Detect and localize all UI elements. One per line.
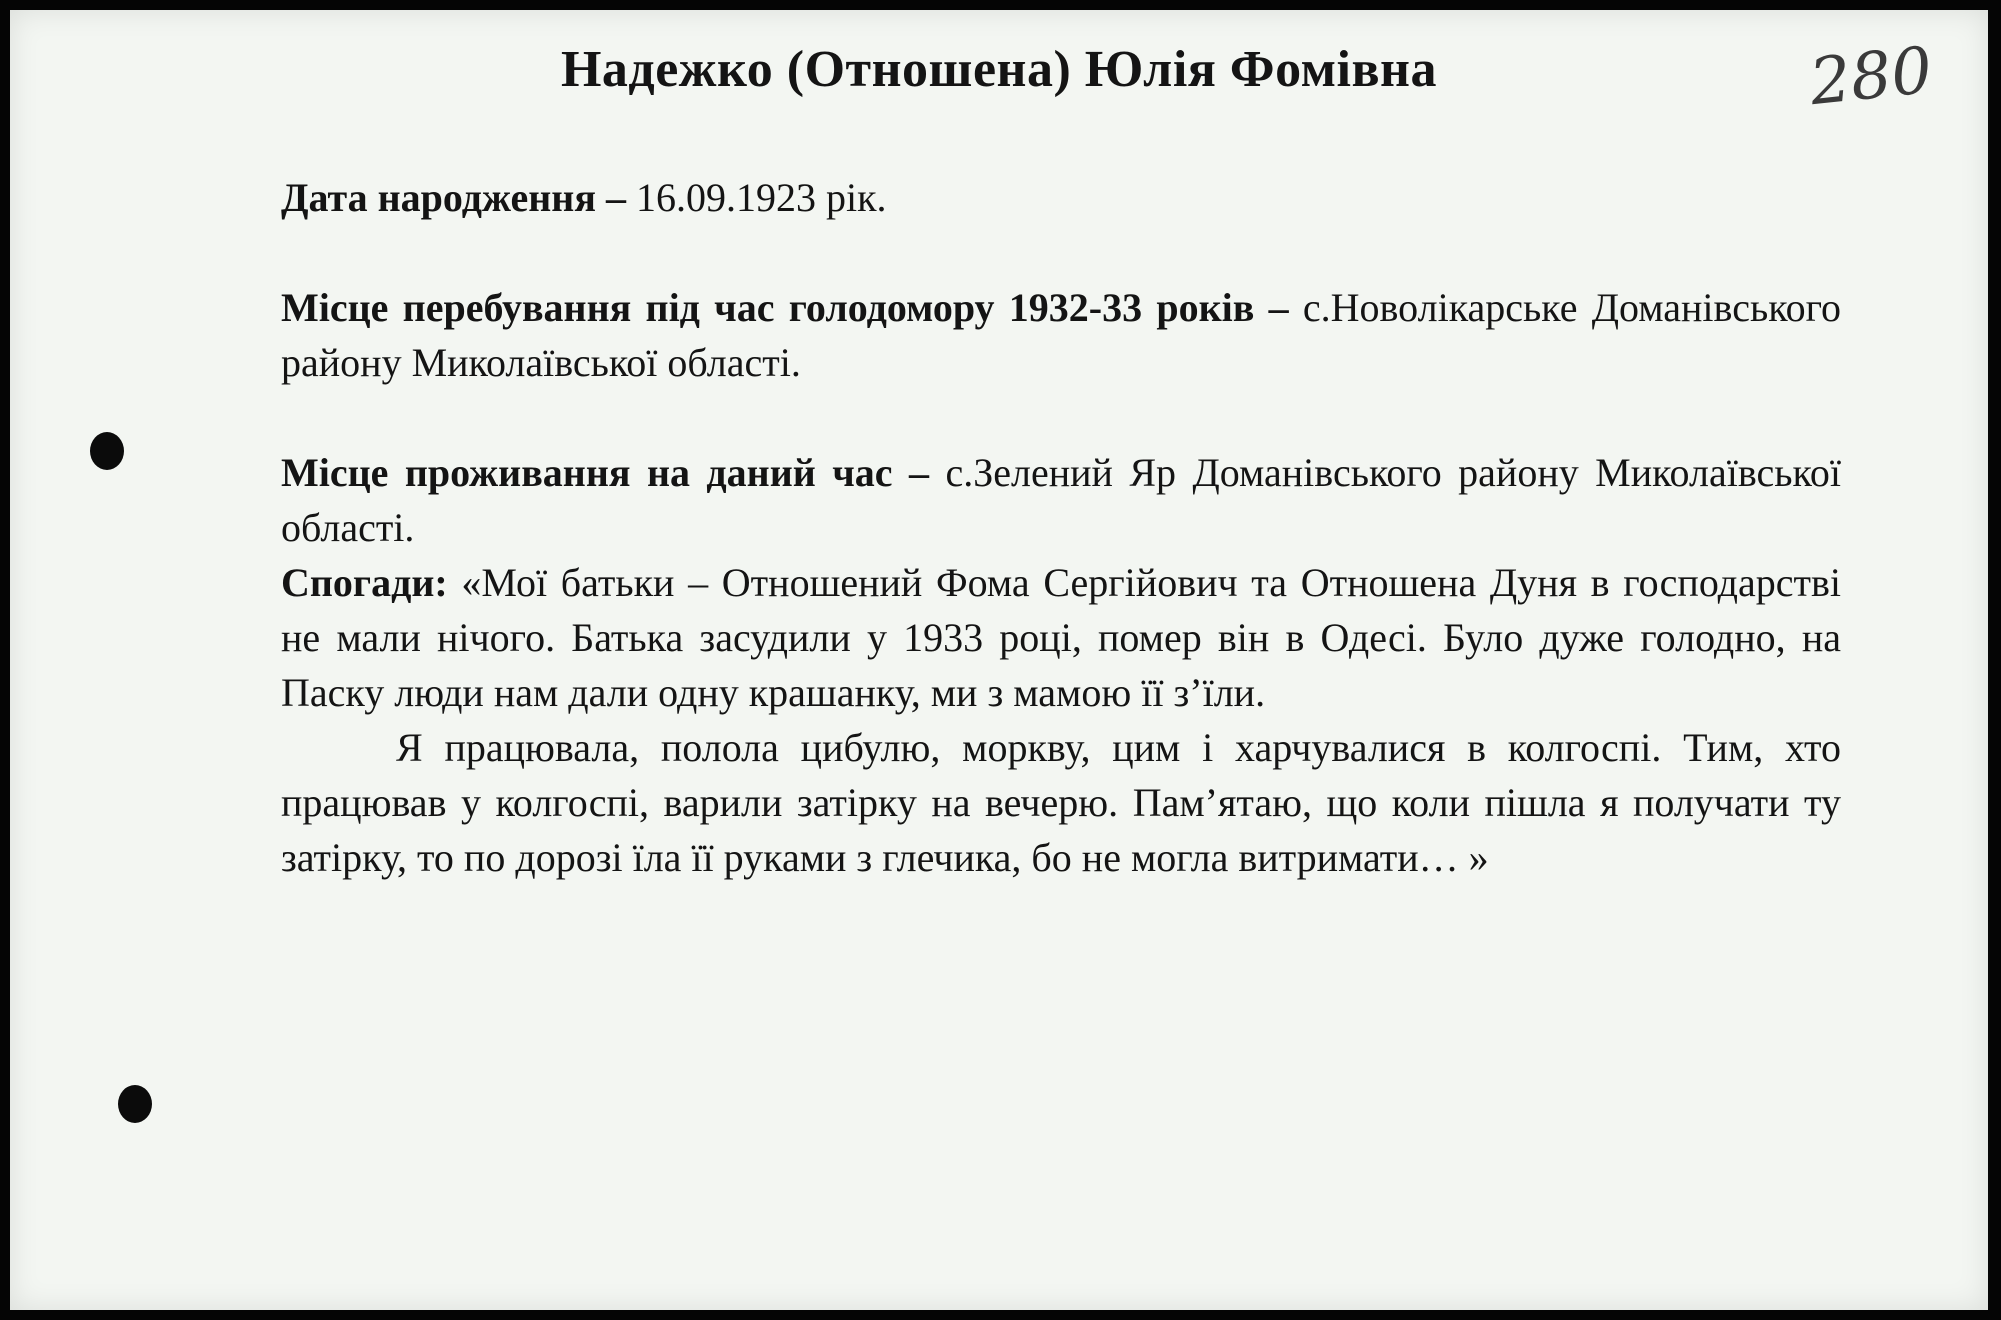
famine-location-value: с.Новолікарське Доманівського району Миколаївської області. xyxy=(281,285,1842,385)
document-page xyxy=(10,10,1988,1310)
birth-date-line xyxy=(281,170,1841,225)
memories-text-2: Я працювала, полола цибулю, моркву, цим і харчувалися в колгоспі. Тим, хто працював у колгоспі, варили затірку на вечерю. Пам’ятаю, що коли пішла я получати ту затірку, то по дорозі їла її руками з глечика, бо не могла витримати… » xyxy=(281,725,1841,880)
birth-date-value: 16.09.1923 рік. xyxy=(635,175,887,220)
punch-hole-bottom xyxy=(118,1085,152,1123)
current-residence-dash: – xyxy=(909,450,929,495)
memories-paragraph-2 xyxy=(281,720,1841,885)
famine-location-dash: – xyxy=(1268,285,1289,330)
famine-location-line xyxy=(281,280,1841,390)
memories-text-1: «Мої батьки – Отношений Фома Сергійович та Отношена Дуня в господарстві не мали нічого. Батька засудили у 1933 році, помер він в Одесі. Було дуже голодно, на Паску люди нам дали одну крашанку, ми з мамою її з’їли. xyxy=(281,560,1842,715)
memories-label: Спогади: xyxy=(281,560,448,605)
current-residence-line xyxy=(281,445,1841,555)
birth-date-dash: – xyxy=(605,175,626,220)
birth-date-label: Дата народження xyxy=(281,175,596,220)
memories-paragraph-1 xyxy=(281,555,1841,720)
handwritten-page-number: 280 xyxy=(1806,33,1936,121)
famine-location-label: Місце перебування під час голодомору 1932-33 років xyxy=(281,285,1255,330)
current-residence-label: Місце проживання на даний час xyxy=(281,450,893,495)
document-body xyxy=(281,170,1841,885)
document-title: Надежко (Отношена) Юлія Фомівна xyxy=(560,41,1438,98)
punch-hole-top xyxy=(90,432,124,470)
current-residence-value: с.Зелений Яр Доманівського району Миколаївської області. xyxy=(281,450,1842,550)
